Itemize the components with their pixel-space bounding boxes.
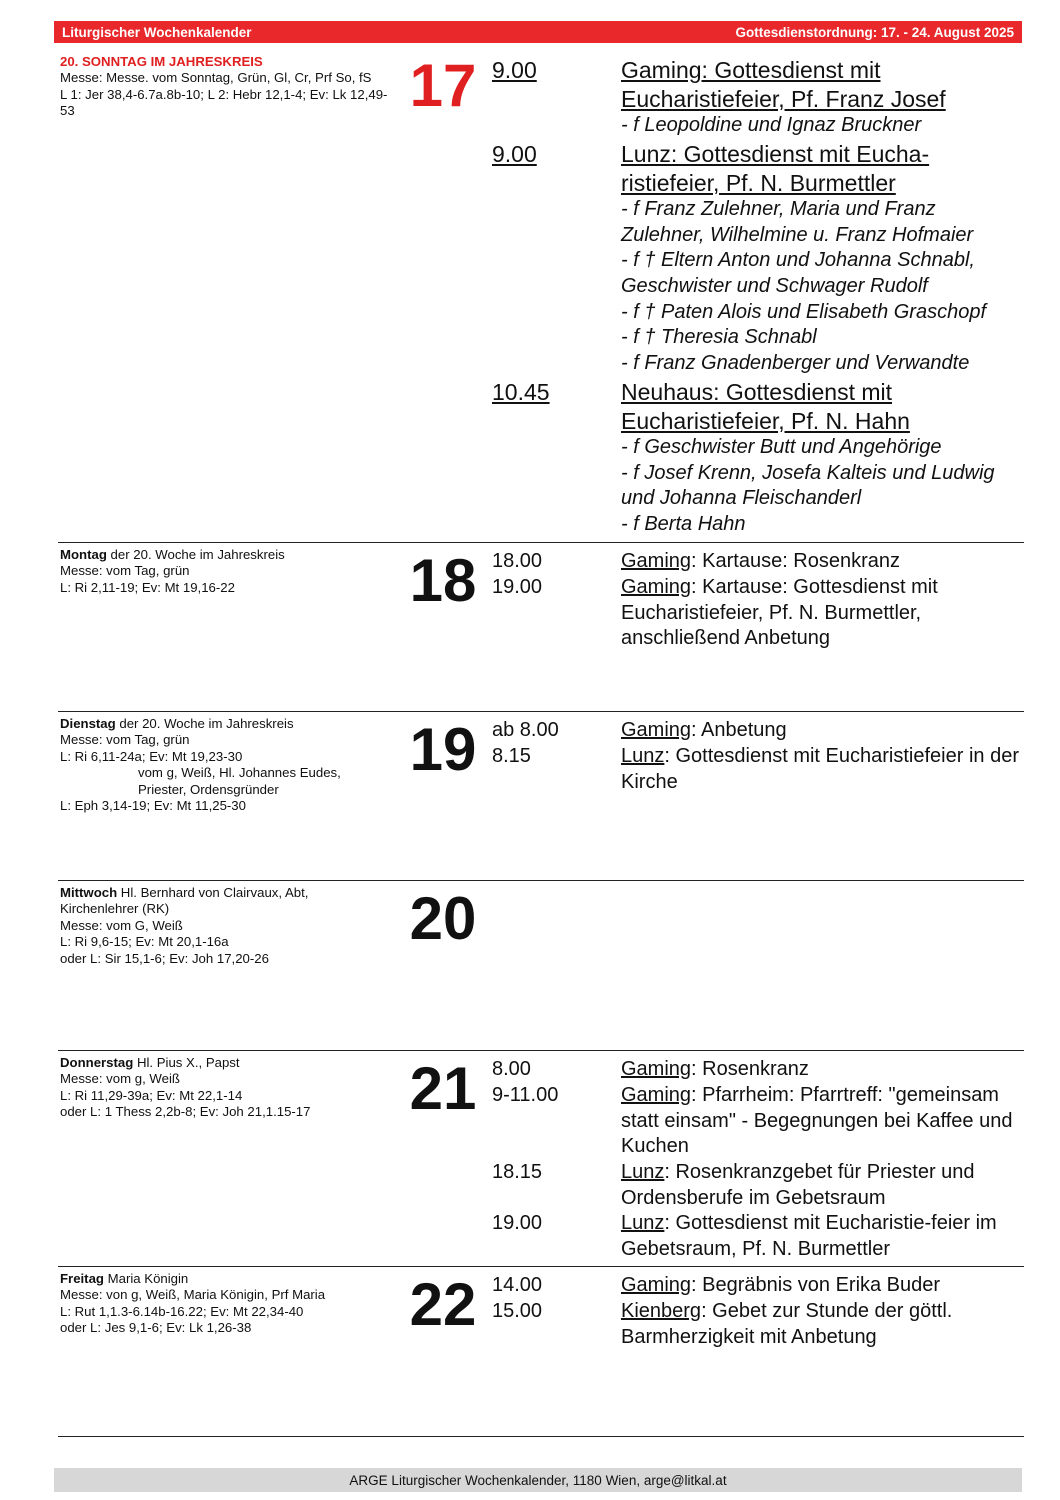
day-number: 22 bbox=[409, 1271, 477, 1338]
event-desc bbox=[621, 1299, 1021, 1350]
event-place: Gaming bbox=[621, 1084, 692, 1106]
event-place: Gaming bbox=[621, 1274, 692, 1296]
event-desc bbox=[621, 140, 1021, 376]
reading-line: L 1: Jer 38,4-6.7a.8b-10; L 2: Hebr 12,1-4; Ev: Lk 12,49-53 bbox=[60, 86, 388, 119]
event-time: ab 8.00 bbox=[492, 719, 559, 741]
event-place: Lunz bbox=[621, 1212, 665, 1234]
reading-line: L: Ri 9,6-15; Ev: Mt 20,1-16a bbox=[60, 934, 229, 950]
event-desc bbox=[621, 1083, 1021, 1160]
event-time: 9-11.00 bbox=[492, 1084, 559, 1106]
day-subtitle: Hl. Pius X., Papst bbox=[133, 1055, 240, 1070]
mass-line: Messe: von g, Weiß, Maria Königin, Prf Maria bbox=[60, 1287, 326, 1303]
day-info bbox=[60, 1271, 390, 1337]
intention: - f Leopoldine und Ignaz Bruckner bbox=[621, 114, 922, 137]
event-time: 15.00 bbox=[492, 1300, 543, 1322]
event-text: : Pfarrheim: Pfarrtreff: "gemeinsam statt einsam" - Begegnungen bei Kaffee und Kuchen bbox=[621, 1084, 1013, 1158]
reading-line: L: Ri 6,11-24a; Ev: Mt 19,23-30 bbox=[60, 748, 243, 764]
event-text: : Gottesdienst mit Eucharistiefeier in der Kirche bbox=[621, 745, 1019, 793]
day-subtitle: Hl. Bernhard von Clairvaux, Abt, Kirchenlehrer (RK) bbox=[60, 885, 309, 917]
intention: - f Franz Gnadenberger und Verwandte bbox=[621, 351, 970, 374]
event-time: 14.00 bbox=[492, 1274, 543, 1296]
day-number: 21 bbox=[409, 1055, 477, 1122]
event-title: Lunz: Gottesdienst mit Eucha-ristiefeier, Pf. N. Burmettler bbox=[621, 141, 930, 196]
alt-reading-line: L: Eph 3,14-19; Ev: Mt 11,25-30 bbox=[60, 798, 246, 814]
alt-reading-line: oder L: Jes 9,1-6; Ev: Lk 1,26-38 bbox=[60, 1320, 252, 1336]
event-text: : Rosenkranz bbox=[691, 1058, 809, 1080]
event-desc bbox=[621, 718, 1021, 744]
event-time: 8.00 bbox=[492, 1058, 531, 1080]
alt-mass-line: vom g, Weiß, Hl. Johannes Eudes, Priester, Ordensgründer bbox=[138, 765, 341, 797]
day-subtitle: der 20. Woche im Jahreskreis bbox=[106, 547, 285, 562]
event-place: Gaming bbox=[621, 550, 692, 572]
page-footer bbox=[54, 1468, 1022, 1492]
event-time: 18.15 bbox=[492, 1161, 543, 1183]
bottom-divider bbox=[58, 1436, 1024, 1437]
day-name: Freitag bbox=[60, 1271, 104, 1286]
event-time: 18.00 bbox=[492, 550, 543, 572]
event-time: 10.45 bbox=[492, 379, 550, 405]
day-subtitle: Maria Königin bbox=[103, 1271, 189, 1286]
day-20 bbox=[58, 880, 1024, 1049]
day-title: 20. SONNTAG IM JAHRESKREIS bbox=[60, 54, 263, 69]
mass-line: Messe: vom Tag, grün bbox=[60, 563, 190, 579]
event-desc bbox=[621, 1211, 1021, 1262]
reading-line: L: Rut 1,1.3-6.14b-16.22; Ev: Mt 22,34-40 bbox=[60, 1303, 304, 1319]
event-text: : Kartause: Rosenkranz bbox=[691, 550, 901, 572]
day-17 bbox=[58, 50, 1024, 540]
day-18 bbox=[58, 542, 1024, 711]
alt-reading-line: oder L: 1 Thess 2,2b-8; Ev: Joh 21,1.15-17 bbox=[60, 1104, 311, 1120]
intention: - f † Paten Alois und Elisabeth Graschopf bbox=[621, 300, 987, 323]
event-text: : Begräbnis von Erika Buder bbox=[691, 1274, 941, 1296]
day-number: 19 bbox=[409, 716, 477, 783]
event-desc bbox=[621, 1057, 1021, 1083]
event-text: : Gottesdienst mit Eucharistie-feier im Gebetsraum, Pf. N. Burmettler bbox=[621, 1212, 997, 1260]
day-info bbox=[60, 885, 340, 967]
intention: - f Franz Zulehner, Maria und Franz Zulehner, Wilhelmine u. Franz Hofmaier bbox=[621, 198, 974, 246]
event-title: Gaming: Gottesdienst mit Eucharistiefeier, Pf. Franz Josef bbox=[621, 57, 946, 112]
event-place: Gaming bbox=[621, 576, 692, 598]
mass-line: Messe: vom Tag, grün bbox=[60, 732, 190, 748]
event-text: : Kartause: Gottesdienst mit Eucharistiefeier, Pf. N. Burmettler, anschließend Anbetung bbox=[621, 576, 938, 650]
event-desc bbox=[621, 575, 1021, 652]
event-title: Neuhaus: Gottesdienst mit Eucharistiefeier, Pf. N. Hahn bbox=[621, 379, 910, 434]
event-place: Lunz bbox=[621, 745, 665, 767]
event-place: Kienberg bbox=[621, 1300, 702, 1322]
day-21 bbox=[58, 1050, 1024, 1265]
day-info bbox=[60, 1055, 390, 1121]
day-name: Mittwoch bbox=[60, 885, 118, 900]
event-desc bbox=[621, 378, 1021, 538]
intention: - f † Theresia Schnabl bbox=[621, 326, 817, 349]
mass-line: Messe: Messe. vom Sonntag, Grün, Gl, Cr, Prf So, fS bbox=[60, 70, 372, 86]
event-time: 8.15 bbox=[492, 745, 531, 767]
event-place: Gaming bbox=[621, 1058, 692, 1080]
mass-line: Messe: vom g, Weiß bbox=[60, 1071, 180, 1087]
event-time: 9.00 bbox=[492, 141, 537, 167]
header-left: Liturgischer Wochenkalender bbox=[62, 24, 252, 40]
footer-text: ARGE Liturgischer Wochenkalender, 1180 Wien, arge@litkal.at bbox=[349, 1472, 727, 1488]
event-text: : Rosenkranzgebet für Priester und Ordensberufe im Gebetsraum bbox=[621, 1161, 975, 1209]
day-info bbox=[60, 716, 390, 814]
day-number: 18 bbox=[409, 547, 477, 614]
day-19 bbox=[58, 711, 1024, 880]
day-name: Donnerstag bbox=[60, 1055, 134, 1070]
event-text: : Gebet zur Stunde der göttl. Barmherzigkeit mit Anbetung bbox=[621, 1300, 953, 1348]
event-desc bbox=[621, 549, 1021, 575]
event-time: 19.00 bbox=[492, 1212, 543, 1234]
mass-line: Messe: vom G, Weiß bbox=[60, 917, 183, 933]
event-time: 19.00 bbox=[492, 576, 543, 598]
event-place: Gaming bbox=[621, 719, 692, 741]
event-desc bbox=[621, 1160, 1021, 1211]
event-desc bbox=[621, 1273, 1021, 1299]
reading-line: L: Ri 11,29-39a; Ev: Mt 22,1-14 bbox=[60, 1087, 243, 1103]
day-22 bbox=[58, 1266, 1024, 1435]
day-info bbox=[60, 547, 390, 596]
intention: - f † Eltern Anton und Johanna Schnabl, Geschwister und Schwager Rudolf bbox=[621, 249, 975, 297]
event-time: 9.00 bbox=[492, 57, 537, 83]
reading-line: L: Ri 2,11-19; Ev: Mt 19,16-22 bbox=[60, 579, 235, 595]
event-text: : Anbetung bbox=[691, 719, 787, 741]
day-info bbox=[60, 54, 390, 120]
day-name: Montag bbox=[60, 547, 107, 562]
intention: - f Berta Hahn bbox=[621, 512, 746, 535]
alt-reading-line: oder L: Sir 15,1-6; Ev: Joh 17,20-26 bbox=[60, 950, 269, 966]
page-header bbox=[54, 21, 1022, 43]
intention: - f Josef Krenn, Josefa Kalteis und Ludwig und Johanna Fleischanderl bbox=[621, 461, 995, 510]
event-desc bbox=[621, 56, 1021, 139]
day-number: 20 bbox=[409, 885, 477, 952]
event-place: Lunz bbox=[621, 1161, 665, 1183]
day-number: 17 bbox=[409, 52, 477, 119]
day-name: Dienstag bbox=[60, 716, 116, 731]
day-subtitle: der 20. Woche im Jahreskreis bbox=[115, 716, 294, 731]
intention: - f Geschwister Butt und Angehörige bbox=[621, 436, 942, 459]
event-desc bbox=[621, 744, 1021, 795]
header-right: Gottesdienstordnung: 17. - 24. August 2025 bbox=[735, 24, 1014, 40]
